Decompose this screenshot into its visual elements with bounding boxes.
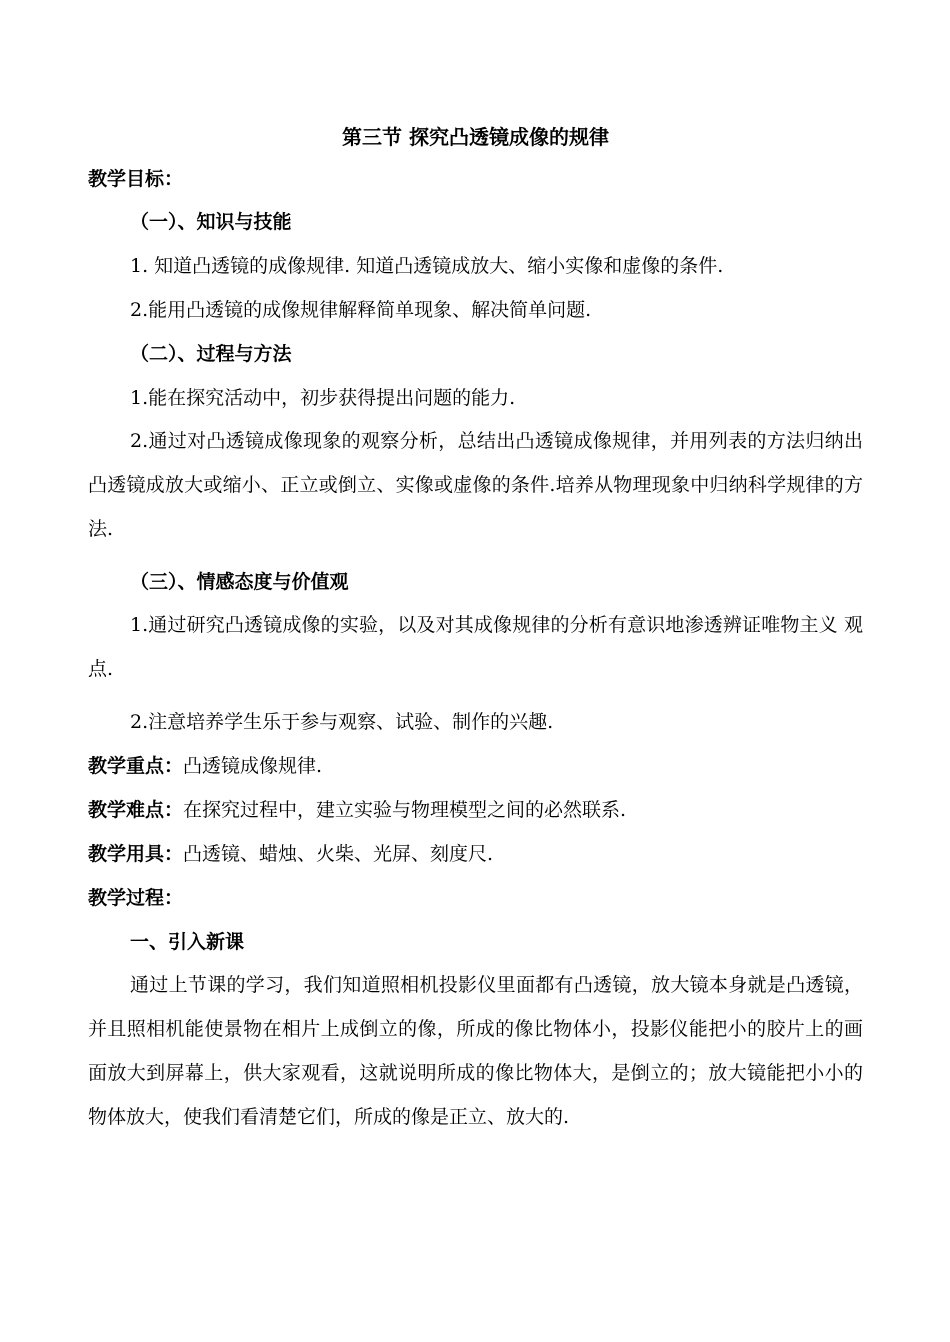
key-point-label: 教学重点： — [88, 755, 184, 777]
difficulty-label: 教学难点： — [88, 799, 184, 821]
difficulty — [88, 795, 863, 825]
document-title: 第三节 探究凸透镜成像的规律 — [342, 125, 609, 149]
difficulty-text: 在探究过程中，建立实验与物理模型之间的必然联系. — [183, 799, 627, 821]
section-1-item-1: 1. 知道凸透镜的成像规律. 知道凸透镜成放大、缩小实像和虚像的条件. — [130, 255, 724, 277]
section-3-heading: （三）、情感态度与价值观 — [130, 571, 349, 593]
section-1-heading: （一）、知识与技能 — [130, 211, 292, 233]
section-2-heading: （二）、过程与方法 — [130, 343, 292, 365]
step-1-heading: 一、引入新课 — [130, 931, 245, 953]
section-2-item-2: 2.通过对凸透镜成像现象的观察分析，总结出凸透镜成像规律，并用列表的方法归纳出凸透镜成放大或缩小、正立或倒立、实像或虚像的条件.培养从物理现象中归纳科学规律的方法. — [88, 430, 863, 540]
document-page — [88, 0, 863, 1342]
section-3-item-1: 1.通过研究凸透镜成像的实验，以及对其成像规律的分析有意识地渗透辨证唯物主义 观点. — [88, 614, 863, 680]
key-point-text: 凸透镜成像规律. — [183, 755, 323, 777]
key-point — [88, 751, 863, 781]
tools-text: 凸透镜、蜡烛、火柴、光屏、刻度尺. — [183, 843, 494, 865]
section-1-item-2: 2.能用凸透镜的成像规律解释简单现象、解决简单问题. — [130, 299, 592, 321]
tools-label: 教学用具： — [88, 843, 184, 865]
section-3-item-2: 2.注意培养学生乐于参与观察、试验、制作的兴趣. — [130, 711, 554, 733]
process-heading: 教学过程： — [88, 887, 184, 909]
tools — [88, 839, 863, 869]
section-2-item-1: 1.能在探究活动中，初步获得提出问题的能力. — [130, 387, 516, 409]
step-1-text: 通过上节课的学习，我们知道照相机投影仪里面都有凸透镜，放大镜本身就是凸透镜，并且照相机能使景物在相片上成倒立的像，所成的像比物体小，投影仪能把小的胶片上的画面放大到屏幕上，供大家观看，这就说明所成的像比物体大，是倒立的；放大镜能把小小的物体放大，使我们看清楚它们，所成的像是正立、放大的. — [88, 974, 863, 1128]
objectives-heading: 教学目标： — [88, 168, 184, 190]
